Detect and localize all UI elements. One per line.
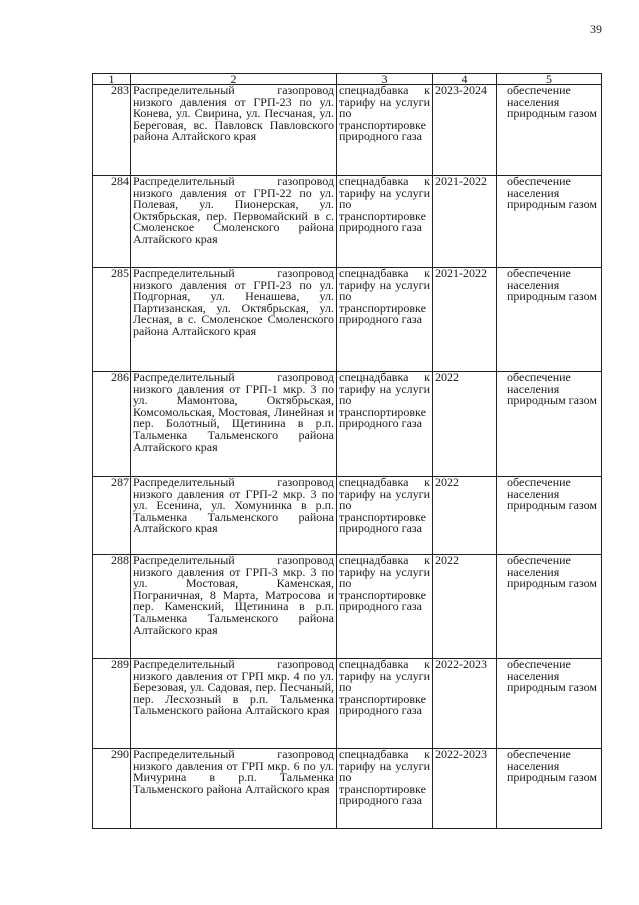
column-header: 5: [497, 74, 602, 85]
row-number-cell: 284: [93, 176, 131, 268]
row-number-cell: 289: [93, 659, 131, 749]
table-row: [93, 477, 602, 555]
purpose-cell: обеспечение населения природным газом: [497, 372, 602, 477]
table-row: [93, 372, 602, 477]
table-row: [93, 659, 602, 749]
column-header: 1: [93, 74, 131, 85]
years-cell: 2022-2023: [433, 749, 497, 829]
funding-source-cell: спецнадбавка к тарифу на услуги по транспортировке природного газа: [337, 176, 433, 268]
object-cell: Распределительный газопровод низкого давления от ГРП-23 по ул. Подгорная, ул. Ненашева, ул. Партизанская, ул. Октябрьская, ул. Лесная, в с. Смоленское Смоленского района Алтайского края: [131, 268, 337, 372]
table-row: [93, 176, 602, 268]
funding-source-cell: спецнадбавка к тарифу на услуги по транспортировке природного газа: [337, 372, 433, 477]
object-cell: Распределительный газопровод низкого давления от ГРП-3 мкр. 3 по ул. Мостовая, Каменская, Пограничная, 8 Марта, Матросова и пер. Каменский, Щетинина в р.п. Тальменка Тальменского района Алтайского края: [131, 555, 337, 659]
years-cell: 2023-2024: [433, 85, 497, 176]
funding-source-cell: спецнадбавка к тарифу на услуги по транспортировке природного газа: [337, 477, 433, 555]
years-cell: 2022: [433, 555, 497, 659]
funding-source-cell: спецнадбавка к тарифу на услуги по транспортировке природного газа: [337, 268, 433, 372]
row-number-cell: 290: [93, 749, 131, 829]
investment-table: [92, 73, 602, 829]
years-cell: 2022: [433, 477, 497, 555]
column-header: 3: [337, 74, 433, 85]
object-cell: Распределительный газопровод низкого давления от ГРП мкр. 4 по ул. Березовая, ул. Садовая, пер. Песчаный, пер. Лесхозный в р.п. Тальменка Тальменского района Алтайского края: [131, 659, 337, 749]
object-cell: Распределительный газопровод низкого давления от ГРП-1 мкр. 3 по ул. Мамонтова, Октябрьская, Комсомольская, Мостовая, Линейная и пер. Болотный, Щетинина в р.п. Тальменка Тальменского района Алтайского края: [131, 372, 337, 477]
object-cell: Распределительный газопровод низкого давления от ГРП-23 по ул. Конева, ул. Свирина, ул. Песчаная, ул. Береговая, вс. Павловск Павловского района Алтайского края: [131, 85, 337, 176]
row-number-cell: 287: [93, 477, 131, 555]
table-row: [93, 749, 602, 829]
years-cell: 2021-2022: [433, 176, 497, 268]
column-header: 4: [433, 74, 497, 85]
column-header: 2: [131, 74, 337, 85]
row-number-cell: 288: [93, 555, 131, 659]
table-row: [93, 268, 602, 372]
purpose-cell: обеспечение населения природным газом: [497, 268, 602, 372]
funding-source-cell: спецнадбавка к тарифу на услуги по транспортировке природного газа: [337, 659, 433, 749]
purpose-cell: обеспечение населения природным газом: [497, 749, 602, 829]
table-row: [93, 85, 602, 176]
years-cell: 2022: [433, 372, 497, 477]
purpose-cell: обеспечение населения природным газом: [497, 176, 602, 268]
purpose-cell: обеспечение населения природным газом: [497, 659, 602, 749]
object-cell: Распределительный газопровод низкого давления от ГРП-2 мкр. 3 по ул. Есенина, ул. Хомунинка в р.п. Тальменка Тальменского района Алтайского края: [131, 477, 337, 555]
table-row: [93, 555, 602, 659]
purpose-cell: обеспечение населения природным газом: [497, 85, 602, 176]
row-number-cell: 286: [93, 372, 131, 477]
object-cell: Распределительный газопровод низкого давления от ГРП мкр. 6 по ул. Мичурина в р.п. Тальменка Тальменского района Алтайского края: [131, 749, 337, 829]
purpose-cell: обеспечение населения природным газом: [497, 477, 602, 555]
funding-source-cell: спецнадбавка к тарифу на услуги по транспортировке природного газа: [337, 749, 433, 829]
purpose-cell: обеспечение населения природным газом: [497, 555, 602, 659]
funding-source-cell: спецнадбавка к тарифу на услуги по транспортировке природного газа: [337, 85, 433, 176]
years-cell: 2022-2023: [433, 659, 497, 749]
page-number: 39: [590, 22, 602, 36]
row-number-cell: 285: [93, 268, 131, 372]
object-cell: Распределительный газопровод низкого давления от ГРП-22 по ул. Полевая, ул. Пионерская, ул. Октябрьская, пер. Первомайский в с. Смоленское Смоленского района Алтайского края: [131, 176, 337, 268]
row-number-cell: 283: [93, 85, 131, 176]
years-cell: 2021-2022: [433, 268, 497, 372]
funding-source-cell: спецнадбавка к тарифу на услуги по транспортировке природного газа: [337, 555, 433, 659]
